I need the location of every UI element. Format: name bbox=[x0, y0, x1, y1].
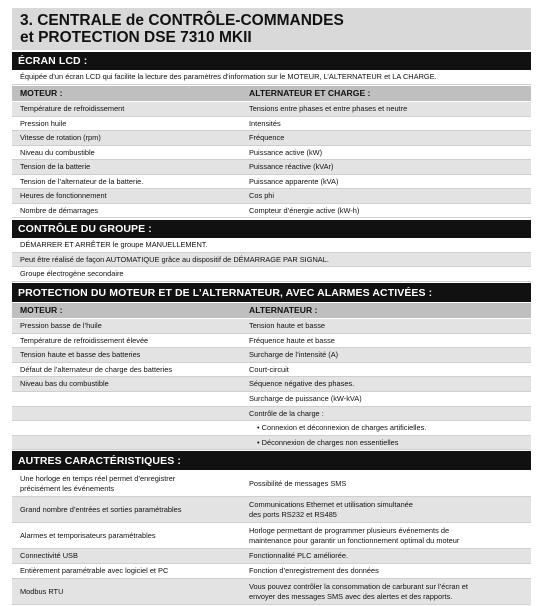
feature-row bbox=[12, 564, 531, 579]
lcd-alternator-param: Intensités bbox=[249, 118, 281, 128]
protection-alternator-alarm: Séquence négative des phases. bbox=[249, 379, 355, 389]
feature-row bbox=[12, 523, 531, 549]
lcd-row bbox=[12, 117, 531, 132]
section-heading-control: CONTRÔLE DU GROUPE : bbox=[12, 220, 531, 238]
lcd-row bbox=[12, 204, 531, 219]
protection-engine-alarm: Défaut de l’alternateur de charge des batteries bbox=[20, 364, 173, 374]
lcd-intro-text: Équipée d’un écran LCD qui facilite la lecture des paramètres d’information sur le MOTEUR, L’ALTERNATEUR et LA CHARGE. bbox=[20, 72, 437, 82]
lcd-engine-param: Heures de fonctionnement bbox=[20, 191, 107, 200]
feature-row bbox=[12, 579, 531, 605]
lcd-engine-param: Tension de la batterie bbox=[20, 162, 91, 171]
lcd-alternator-param: Tensions entre phases et entre phases et neutre bbox=[249, 104, 408, 113]
feature-right-text: Horloge permettant de programmer plusieurs événements de maintenance pour garantir un fonctionnement optimal du moteur bbox=[249, 526, 460, 545]
protection-row bbox=[12, 319, 531, 334]
protection-row bbox=[12, 392, 531, 407]
control-row bbox=[12, 253, 531, 268]
lcd-row bbox=[12, 102, 531, 117]
protection-alternator-alarm: • Déconnexion de charges non essentielles bbox=[257, 437, 399, 447]
protection-row bbox=[12, 363, 531, 378]
lcd-engine-param: Niveau du combustible bbox=[20, 147, 95, 157]
feature-right-text: Fonction d’enregistrement des données bbox=[249, 566, 379, 576]
lcd-engine-param: Pression huile bbox=[20, 118, 67, 128]
protection-row bbox=[12, 377, 531, 392]
protection-col-left-label: MOTEUR : bbox=[20, 304, 63, 315]
protection-engine-alarm bbox=[20, 421, 240, 435]
lcd-alternator-param: Fréquence bbox=[249, 133, 285, 142]
protection-alternator-alarm: Court-circuit bbox=[249, 364, 289, 374]
feature-left-text: Modbus RTU bbox=[20, 586, 64, 596]
protection-col-right-label: ALTERNATEUR : bbox=[249, 304, 318, 315]
feature-row bbox=[12, 497, 531, 523]
feature-right-text: Vous pouvez contrôler la consommation de carburant sur l’écran et envoyer des messages SMS avec des alertes et des rapports. bbox=[249, 582, 468, 601]
control-row bbox=[12, 238, 531, 253]
protection-row bbox=[12, 348, 531, 363]
lcd-alternator-param: Puissance réactive (kVAr) bbox=[249, 162, 334, 171]
lcd-engine-param: Tension de l’alternateur de la batterie. bbox=[20, 176, 144, 186]
title-block bbox=[12, 8, 531, 50]
protection-row bbox=[12, 421, 531, 436]
protection-engine-alarm bbox=[20, 436, 240, 450]
protection-column-header bbox=[12, 303, 531, 318]
page-title-line-2: et PROTECTION DSE 7310 MKII bbox=[20, 29, 252, 46]
feature-left-text: Connectivité USB bbox=[20, 551, 78, 561]
control-text: Peut être réalisé de façon AUTOMATIQUE grâce au dispositif de DÉMARRAGE PAR SIGNAL. bbox=[20, 254, 329, 264]
control-text: Groupe électrogène secondaire bbox=[20, 269, 124, 278]
feature-right-text: Possibilité de messages SMS bbox=[249, 478, 347, 488]
section-heading-other: AUTRES CARACTÉRISTIQUES : bbox=[12, 451, 531, 470]
protection-engine-alarm: Niveau bas du combustible bbox=[20, 379, 109, 389]
feature-left-text: Grand nombre d’entrées et sorties paramétrables bbox=[20, 504, 182, 514]
lcd-row bbox=[12, 189, 531, 204]
lcd-row bbox=[12, 146, 531, 161]
lcd-col-right-label: ALTERNATEUR ET CHARGE : bbox=[249, 87, 371, 98]
lcd-engine-param: Vitesse de rotation (rpm) bbox=[20, 133, 101, 142]
protection-engine-alarm: Pression basse de l’huile bbox=[20, 321, 102, 331]
protection-alternator-alarm: Surcharge de l’intensité (A) bbox=[249, 350, 339, 360]
protection-engine-alarm bbox=[20, 407, 240, 421]
section-heading-protection: PROTECTION DU MOTEUR ET DE L’ALTERNATEUR, AVEC ALARMES ACTIVÉES : bbox=[12, 283, 531, 302]
lcd-alternator-param: Cos phi bbox=[249, 191, 275, 200]
protection-alternator-alarm: • Connexion et déconnexion de charges artificielles. bbox=[257, 423, 427, 433]
protection-alternator-alarm: Tension haute et basse bbox=[249, 321, 326, 331]
protection-row bbox=[12, 407, 531, 422]
lcd-row bbox=[12, 160, 531, 175]
protection-alternator-alarm: Contrôle de la charge : bbox=[249, 408, 324, 418]
lcd-engine-param: Nombre de démarrages bbox=[20, 205, 99, 215]
protection-engine-alarm: Température de refroidissement élevée bbox=[20, 335, 149, 345]
protection-row bbox=[12, 436, 531, 451]
lcd-alternator-param: Puissance apparente (kVA) bbox=[249, 176, 339, 186]
feature-left-text: Alarmes et temporisateurs paramétrables bbox=[20, 530, 156, 540]
lcd-engine-param: Température de refroidissement bbox=[20, 104, 125, 113]
protection-engine-alarm: Tension haute et basse des batteries bbox=[20, 350, 141, 360]
lcd-intro-row bbox=[12, 70, 531, 85]
protection-row bbox=[12, 334, 531, 349]
protection-alternator-alarm: Fréquence haute et basse bbox=[249, 335, 335, 345]
feature-right-text: Communications Ethernet et utilisation simultanée des ports RS232 et RS485 bbox=[249, 500, 413, 519]
lcd-col-left-label: MOTEUR : bbox=[20, 87, 63, 98]
lcd-alternator-param: Puissance active (kW) bbox=[249, 147, 323, 157]
control-row bbox=[12, 267, 531, 282]
control-text: DÉMARRER ET ARRÊTER le groupe MANUELLEMENT. bbox=[20, 240, 208, 249]
feature-right-text: Fonctionnalité PLC améliorée. bbox=[249, 551, 349, 561]
section-heading-lcd: ÉCRAN LCD : bbox=[12, 52, 531, 70]
lcd-column-header bbox=[12, 86, 531, 101]
lcd-row bbox=[12, 131, 531, 146]
lcd-alternator-param: Compteur d’énergie active (kW-h) bbox=[249, 205, 360, 215]
protection-alternator-alarm: Surcharge de puissance (kW-kVA) bbox=[249, 394, 362, 404]
feature-left-text: Entièrement paramétrable avec logiciel et PC bbox=[20, 566, 169, 576]
protection-engine-alarm bbox=[20, 392, 240, 406]
feature-left-text: Une horloge en temps réel permet d’enregistrer précisément les événements bbox=[20, 474, 176, 493]
feature-row bbox=[12, 549, 531, 564]
lcd-row bbox=[12, 175, 531, 190]
page-title-line-1: 3. CENTRALE de CONTRÔLE-COMMANDES bbox=[20, 12, 344, 29]
feature-row bbox=[12, 471, 531, 497]
